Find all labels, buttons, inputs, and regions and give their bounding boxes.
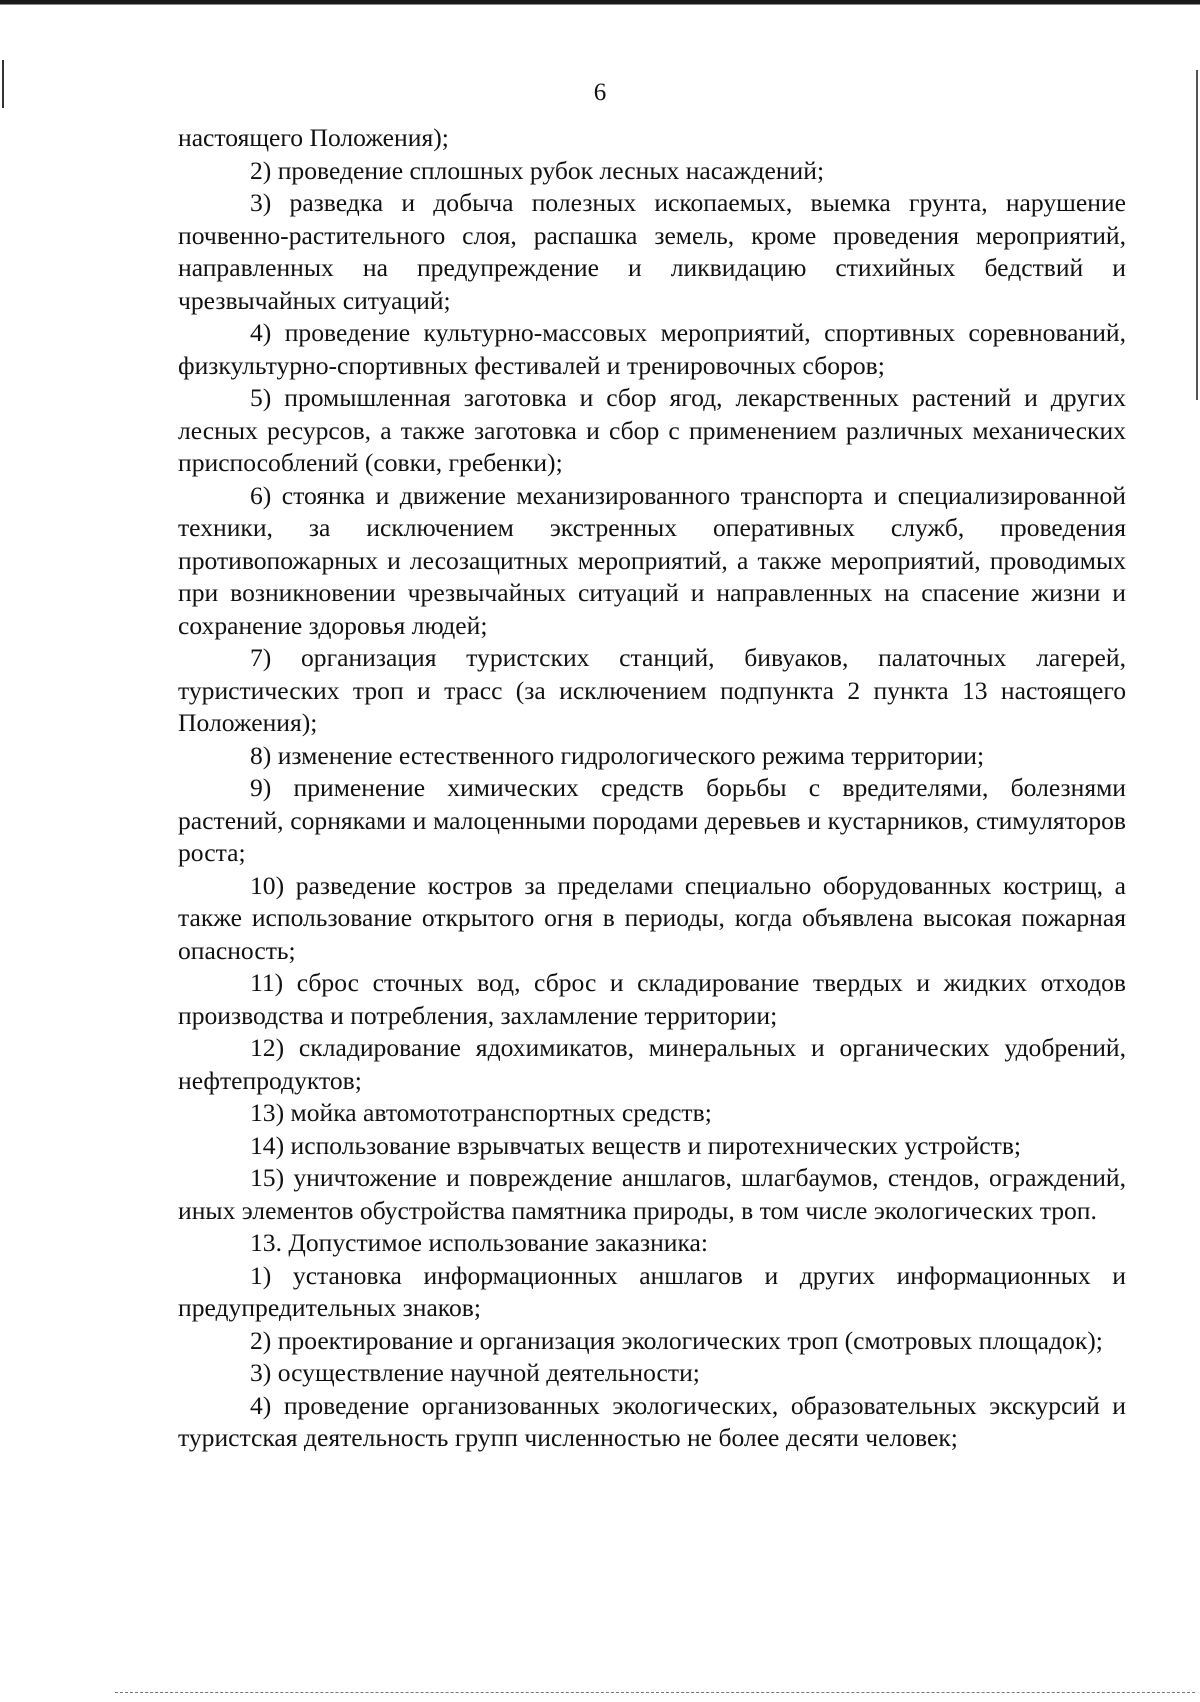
list-item-10: 10) разведение костров за пределами специально оборудованных кострищ, а также использование открытого огня в периоды, когда объявлена высокая пожарная опасность; [178,870,1126,965]
scan-edge-top-shadow [0,4,1200,5]
list-item-13: 13) мойка автомототранспортных средств; [250,1098,712,1127]
allowed-item-4: 4) проведение организованных экологических, образовательных экскурсий и туристская деятельность групп численностью не более десяти человек; [178,1390,1126,1452]
list-item-15: 15) уничтожение и повреждение аншлагов, шлагбаумов, стендов, ограждений, иных элементов обустройства памятника природы, в том числе экологических троп. [178,1163,1126,1225]
document-body [178,122,1126,1455]
scan-edge-bottom [115,1692,1195,1694]
list-item-5: 5) промышленная заготовка и сбор ягод, лекарственных растений и других лесных ресурсов, а также заготовка и сбор с применением различных механических приспособлений (совки, гребенки); [178,383,1126,477]
allowed-item-1: 1) установка информационных аншлагов и других информационных и предупредительных знаков; [178,1260,1126,1322]
list-item-11: 11) сброс сточных вод, сброс и складирование твердых и жидких отходов производства и потребления, захламление территории; [178,968,1126,1030]
list-item-12: 12) складирование ядохимикатов, минеральных и органических удобрений, нефтепродуктов; [178,1033,1126,1095]
list-item-14: 14) использование взрывчатых веществ и пиротехнических устройств; [250,1130,1022,1160]
list-item-2: 2) проведение сплошных рубок лесных насаждений; [250,155,825,185]
allowed-item-3: 3) осуществление научной деятельности; [250,1358,700,1387]
list-item-6: 6) стоянка и движение механизированного транспорта и специализированной техники, за исключением экстренных оперативных служб, проведения противопожарных и лесозащитных мероприятий, а также мероприятий, проводимых при возникновении чрезвычайных ситуаций и направленных на спасение жизни и сохранение здоровья людей; [178,480,1126,640]
page-number: 6 [593,79,607,106]
section-heading-13: 13. Допустимое использование заказника: [250,1228,709,1257]
list-item-4: 4) проведение культурно-массовых мероприятий, спортивных соревнований, физкультурно-спортивных фестивалей и тренировочных сборов; [178,318,1126,380]
scan-edge-right [1196,70,1198,400]
paragraph-continuation: настоящего Положения); [178,123,449,152]
list-item-7: 7) организация туристских станций, бивуаков, палаточных лагерей, туристических троп и трасс (за исключением подпункта 2 пункта 13 настоящего Положения); [178,643,1126,737]
list-item-9: 9) применение химических средств борьбы с вредителями, болезнями растений, сорняками и малоценными породами деревьев и кустарников, стимуляторов роста; [178,773,1126,867]
list-item-8: 8) изменение естественного гидрологического режима территории; [250,740,985,770]
list-item-3: 3) разведка и добыча полезных ископаемых, выемка грунта, нарушение почвенно-растительного слоя, распашка земель, кроме проведения мероприятий, направленных на предупреждение и ликвидацию стихийных бедствий и чрезвычайных ситуаций; [178,188,1126,315]
allowed-item-2: 2) проектирование и организация экологических троп (смотровых площадок); [250,1325,1103,1355]
